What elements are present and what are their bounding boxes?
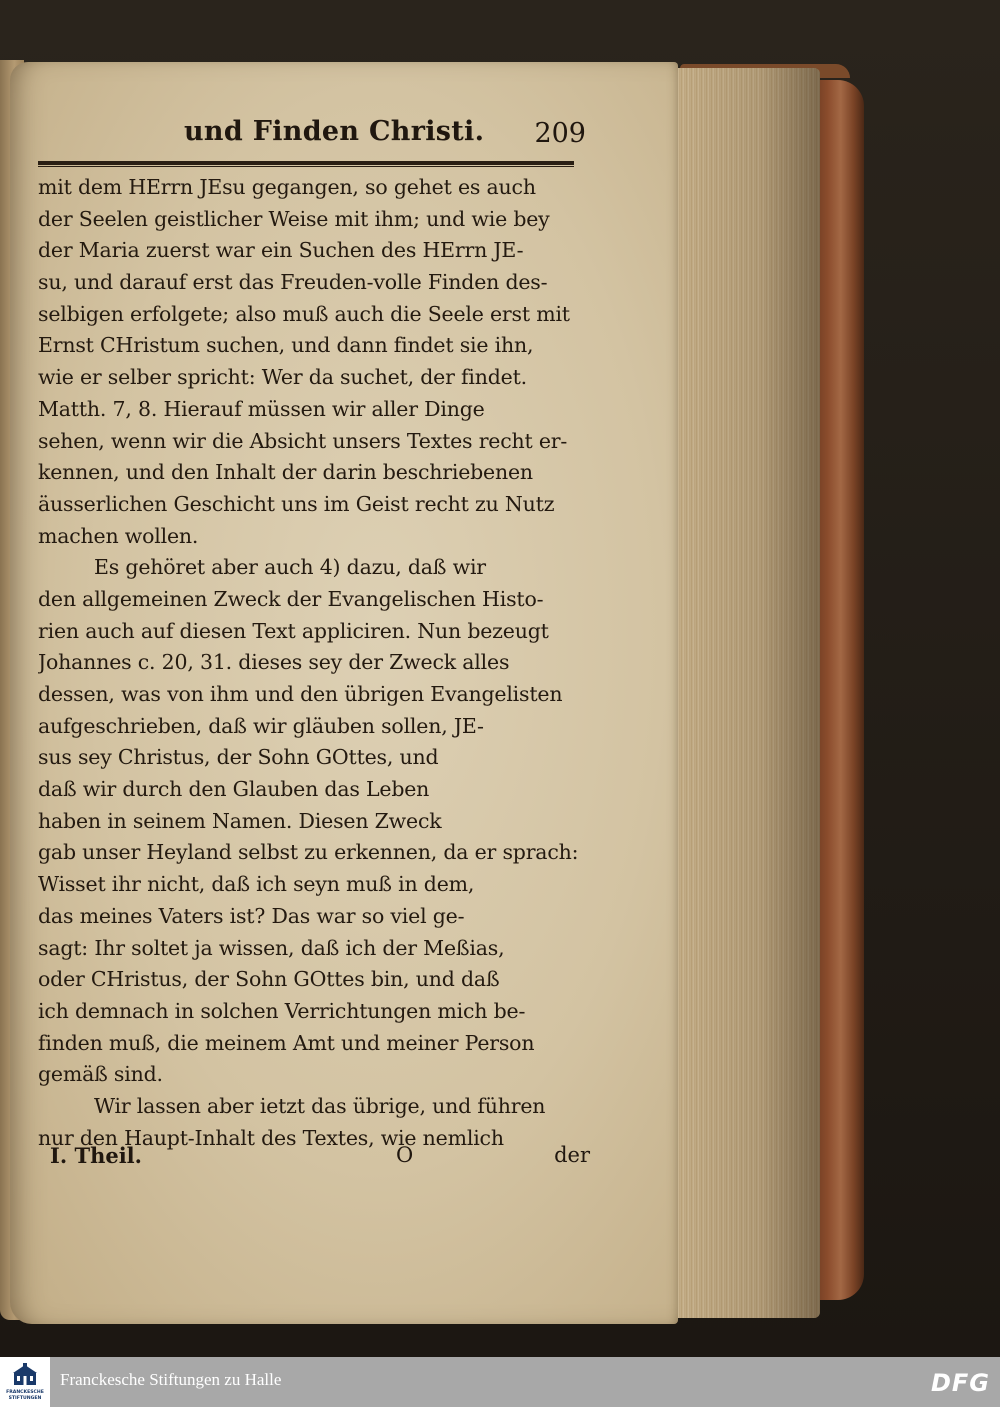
text-line: rien auch auf diesen Text appliciren. Nun bezeugt	[38, 618, 549, 643]
text-line: machen wollen.	[38, 523, 199, 548]
text-line: sus sey Christus, der Sohn GOttes, und	[38, 745, 439, 770]
text-line: Johannes c. 20, 31. dieses sey der Zweck alles	[38, 650, 510, 675]
text-line: gab unser Heyland selbst zu erkennen, da er sprach:	[38, 840, 579, 865]
building-icon	[12, 1363, 38, 1387]
text-line: das meines Vaters ist? Das war so viel ge-	[38, 903, 465, 928]
text-line: Matth. 7, 8. Hierauf müssen wir aller Dinge	[38, 396, 485, 421]
body-text	[38, 172, 586, 1154]
text-line: wie er selber spricht: Wer da suchet, der findet.	[38, 365, 527, 390]
text-line: sehen, wenn wir die Absicht unsers Textes recht er-	[38, 428, 568, 453]
page-stack-shadow	[670, 68, 820, 1318]
text-line: der Maria zuerst war ein Suchen des HErrn JE-	[38, 238, 524, 263]
text-line: gemäß sind.	[38, 1062, 163, 1087]
header-rule	[38, 161, 574, 165]
text-line: su, und darauf erst das Freuden-volle Finden des-	[38, 270, 548, 295]
text-line: haben in seinem Namen. Diesen Zweck	[38, 808, 442, 833]
text-line: oder CHristus, der Sohn GOttes bin, und daß	[38, 967, 500, 992]
page-number: 209	[534, 118, 586, 149]
provider-banner	[0, 1357, 1000, 1407]
text-line: mit dem HErrn JEsu gegangen, so gehet es auch	[38, 175, 536, 199]
text-line: Wisset ihr nicht, daß ich seyn muß in dem,	[38, 872, 475, 897]
text-line: kennen, und den Inhalt der darin beschriebenen	[38, 460, 533, 485]
text-line: dessen, was von ihm und den übrigen Evangelisten	[38, 682, 563, 706]
text-line: nur den Haupt-Inhalt des Textes, wie nemlich	[38, 1125, 504, 1150]
text-line: aufgeschrieben, daß wir gläuben sollen, JE-	[38, 713, 484, 738]
page-footer	[50, 1143, 590, 1179]
text-line: daß wir durch den Glauben das Leben	[38, 777, 430, 802]
running-head: und Finden Christi.	[184, 116, 485, 147]
text-line: ich demnach in solchen Verrichtungen mich be-	[38, 998, 526, 1023]
text-line: finden muß, die meinem Amt und meiner Person	[38, 1030, 535, 1055]
text-line: Ernst CHristum suchen, und dann findet sie ihn,	[38, 333, 534, 358]
header-rule-thin	[38, 166, 574, 167]
logo-text: FRANCKESCHE STIFTUNGEN	[6, 1390, 44, 1401]
text-line: der Seelen geistlicher Weise mit ihm; und wie bey	[38, 206, 550, 231]
page-header	[38, 116, 586, 156]
institution-name[interactable]: Franckesche Stiftungen zu Halle	[60, 1370, 282, 1389]
part-label: I. Theil.	[50, 1143, 142, 1168]
text-line: sagt: Ihr soltet ja wissen, daß ich der Meßias,	[38, 935, 505, 960]
institution-logo[interactable]	[0, 1357, 50, 1407]
text-line: den allgemeinen Zweck der Evangelischen Histo-	[38, 586, 544, 611]
text-line: äusserlichen Geschicht uns im Geist recht zu Nutz	[38, 491, 555, 516]
text-line: Wir lassen aber ietzt das übrige, und führen	[94, 1093, 546, 1118]
dfg-logo[interactable]: DFG	[930, 1369, 990, 1397]
text-line: selbigen erfolgete; also muß auch die Seele erst mit	[38, 301, 570, 326]
text-line: Es gehöret aber auch 4) dazu, daß wir	[94, 555, 486, 580]
catchword: der	[554, 1143, 590, 1167]
signature-mark: O	[396, 1143, 414, 1167]
